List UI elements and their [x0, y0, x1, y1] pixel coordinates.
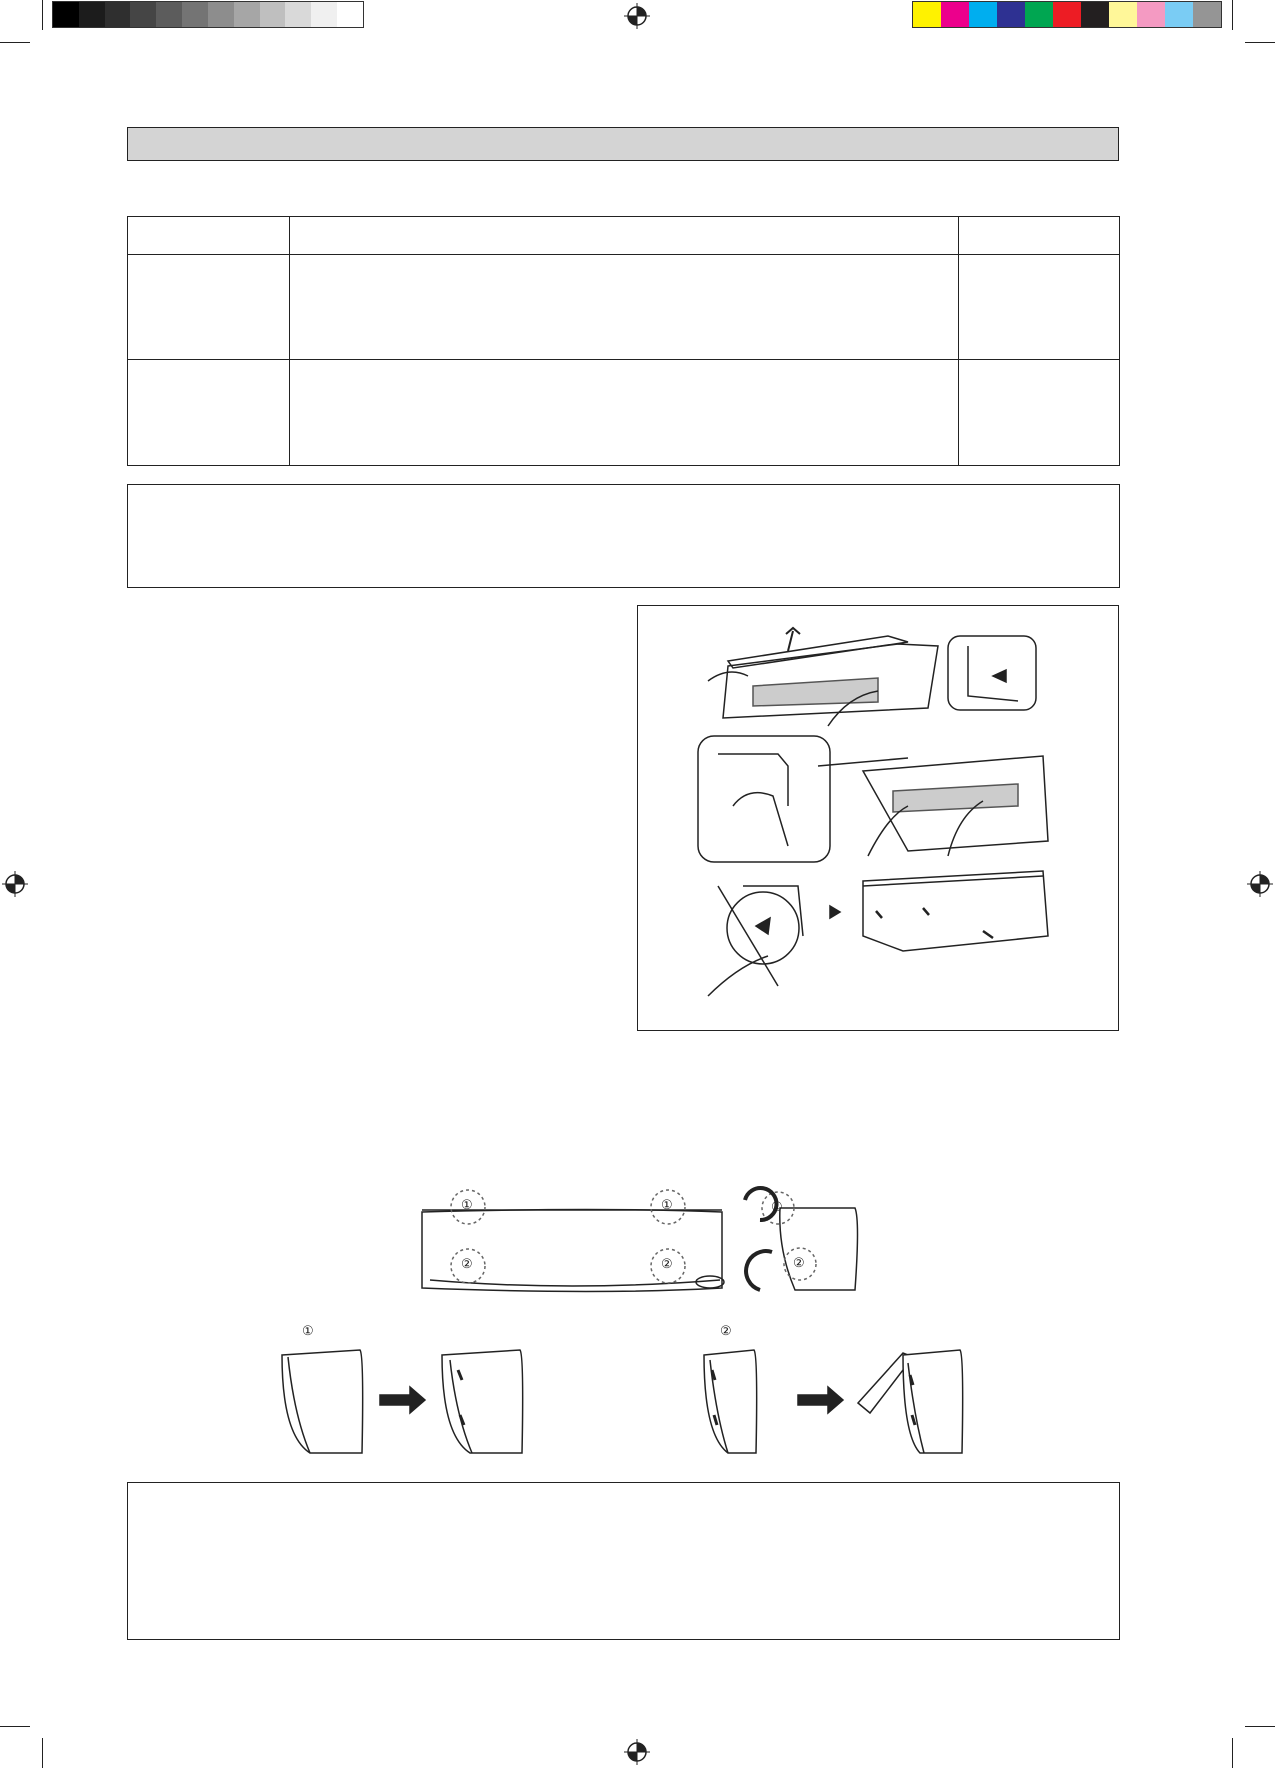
table-cell	[959, 359, 1120, 465]
color-swatch	[1137, 2, 1165, 27]
crop-mark-bl-v	[42, 1738, 43, 1768]
note-box	[127, 484, 1120, 588]
table-header-cell	[289, 217, 958, 255]
table-header-cell	[128, 217, 290, 255]
ac-panel-drawing	[638, 606, 1118, 1030]
color-swatch	[208, 2, 234, 27]
grip-label-top-right: ①	[661, 1197, 673, 1212]
color-swatch	[1081, 2, 1109, 27]
color-swatch	[1109, 2, 1137, 27]
color-swatch	[913, 2, 941, 27]
table-header-row	[128, 217, 1120, 255]
table-row	[128, 359, 1120, 465]
registration-mark-right	[1247, 871, 1273, 897]
section-header-bar	[127, 127, 1119, 161]
crop-mark-tl-h	[0, 42, 30, 43]
color-swatch	[997, 2, 1025, 27]
panel-open-step1	[270, 1335, 530, 1460]
color-swatch	[130, 2, 156, 27]
color-swatch	[182, 2, 208, 27]
grayscale-color-bar	[52, 1, 364, 28]
table-cell	[289, 359, 958, 465]
color-swatch	[337, 2, 363, 27]
sequence-2-label: ②	[720, 1323, 732, 1338]
table-cell	[289, 255, 958, 359]
color-swatch	[1193, 2, 1221, 27]
panel-open-step2	[698, 1335, 978, 1460]
registration-mark-bottom	[624, 1739, 650, 1765]
grip-label-bottom-left: ②	[461, 1256, 473, 1271]
table-header-cell	[959, 217, 1120, 255]
color-swatch	[285, 2, 311, 27]
color-swatch	[969, 2, 997, 27]
color-swatch	[1165, 2, 1193, 27]
front-panel-diagram	[400, 1180, 880, 1310]
table-cell	[128, 359, 290, 465]
crop-mark-bl-h	[0, 1726, 30, 1727]
note-box	[127, 1482, 1120, 1640]
crop-mark-br-h	[1245, 1726, 1275, 1727]
crop-mark-br-v	[1232, 1738, 1233, 1768]
table-cell	[128, 255, 290, 359]
side-label-1: ①	[771, 1199, 783, 1214]
sequence-1-label: ①	[302, 1323, 314, 1338]
color-swatch	[79, 2, 105, 27]
color-swatch	[105, 2, 131, 27]
color-swatch	[260, 2, 286, 27]
crop-mark-tr-h	[1245, 42, 1275, 43]
table-cell	[959, 255, 1120, 359]
crop-mark-tr-v	[1232, 0, 1233, 30]
side-label-2: ②	[793, 1255, 805, 1270]
grip-label-bottom-right: ②	[661, 1256, 673, 1271]
grip-label-top-left: ①	[461, 1197, 473, 1212]
color-swatch	[311, 2, 337, 27]
sequence-2-diagram	[698, 1335, 978, 1460]
spec-table	[127, 216, 1120, 466]
color-swatch	[156, 2, 182, 27]
instruction-text-column	[127, 606, 627, 1026]
process-color-bar	[912, 1, 1222, 28]
registration-mark-top	[624, 3, 650, 29]
color-swatch	[1053, 2, 1081, 27]
crop-mark-tl-v	[42, 0, 43, 30]
color-swatch	[234, 2, 260, 27]
sequence-1-diagram	[270, 1335, 530, 1460]
panel-removal-illustration	[637, 605, 1119, 1031]
color-swatch	[53, 2, 79, 27]
color-swatch	[1025, 2, 1053, 27]
color-swatch	[941, 2, 969, 27]
table-row	[128, 255, 1120, 359]
registration-mark-left	[2, 871, 28, 897]
